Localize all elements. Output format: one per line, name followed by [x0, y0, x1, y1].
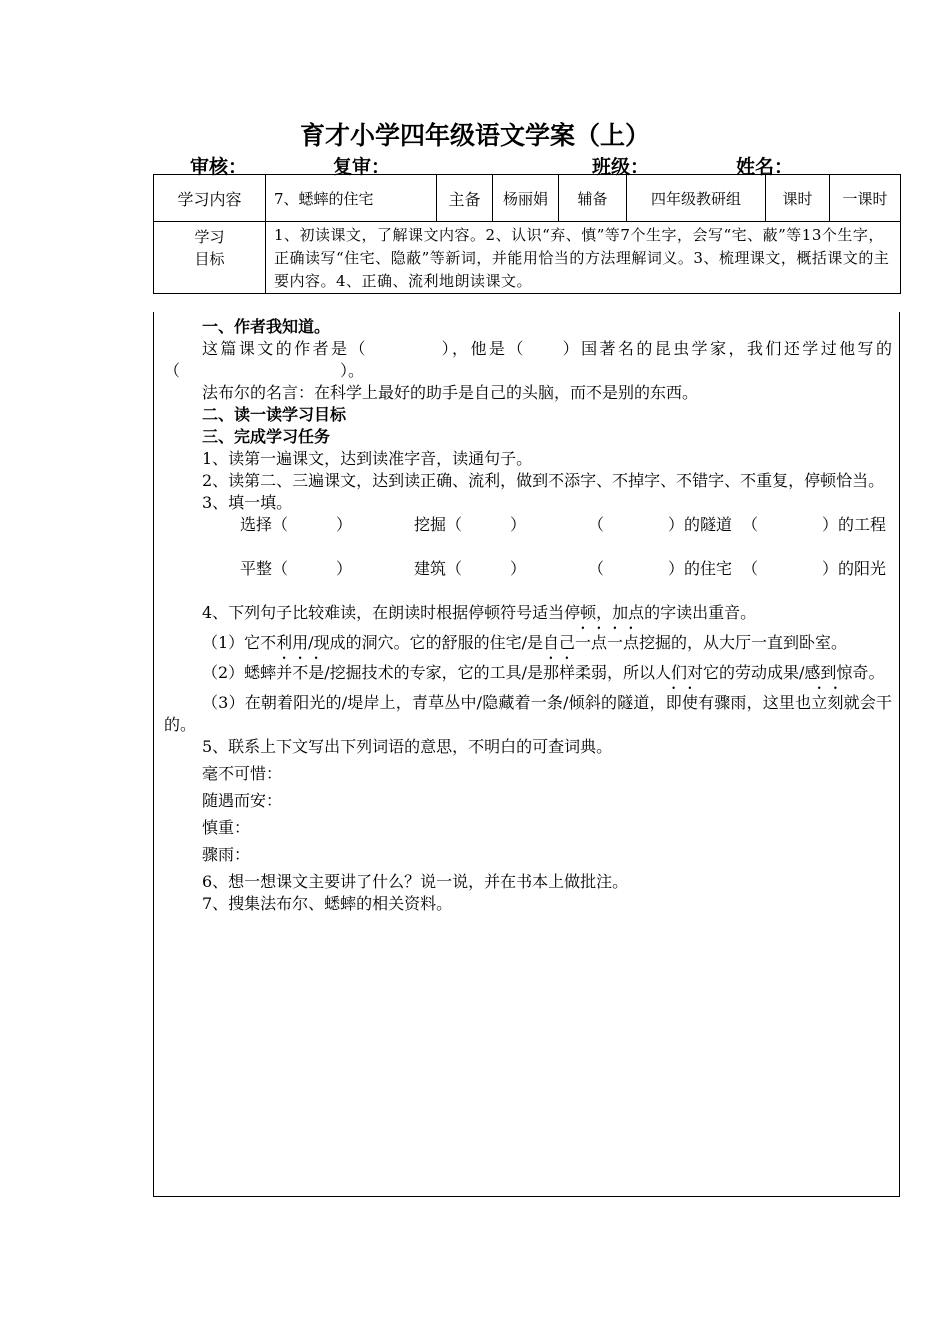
name-label: 姓名： [736, 156, 794, 178]
period-label: 课时 [766, 175, 830, 222]
word-4: 骤雨： [202, 845, 251, 864]
task-1: 1、读第一遍课文，达到读准字音，读通句子。 [202, 449, 533, 468]
fill-item: （ ）的住宅 [588, 559, 733, 578]
word-2: 随遇而安： [202, 791, 283, 810]
fill-item: （ ）的工程 [742, 515, 887, 534]
stressed-text: 那样 [543, 663, 576, 682]
fill-item: 平整（ ） [240, 559, 353, 578]
content-box [153, 312, 900, 1197]
task-4: 4、下列句子比较难读，在朗读时根据停顿符号适当停顿，加点的字读出重音。 [202, 603, 757, 622]
fabre-quote: 法布尔的名言：在科学上最好的助手是自己的头脑，而不是别的东西。 [202, 383, 699, 402]
fill-item: 挖掘（ ） [414, 515, 527, 534]
sentence-text: （3）在朝着阳光的/堤岸上，青草丛中/隐藏着一条/倾斜的隧道， [202, 693, 666, 712]
page-title: 育才小学四年级语文学案（上） [299, 121, 650, 150]
lead-preparer-cell: 杨丽娟 [493, 175, 559, 222]
author-question: 这篇课文的作者是（ ），他是（ ）国著名的昆虫学家，我们还学过他写的（ ）。 [164, 339, 892, 380]
sentence-1 [164, 624, 892, 654]
period-cell: 一课时 [830, 175, 901, 222]
sentence-3 [164, 684, 892, 736]
class-label: 班级： [592, 156, 650, 178]
word-3: 慎重： [202, 818, 251, 837]
worksheet-body [164, 316, 892, 915]
task-2: 2、读第二、三遍课文，达到读正确、流利，做到不添字、不掉字、不错字、不重复，停顿恰当。 [202, 471, 885, 490]
word-1: 毫不可惜： [202, 764, 283, 783]
sentence-text: 柔弱，所以人们对它的劳动成果/感到 [575, 663, 837, 682]
fill-item: 建筑（ ） [414, 559, 527, 578]
sentence-text: 挖掘的，从大厅一直到卧室。 [638, 633, 847, 652]
lesson-title-cell: 7、蟋蟀的住宅 [266, 175, 437, 222]
assistant-preparer-label: 辅备 [559, 175, 627, 222]
reviewer-label: 审核： [190, 156, 248, 178]
fill-item: （ ）的阳光 [742, 559, 887, 578]
goal-label-line2: 目标 [194, 250, 225, 268]
fill-row-1 [164, 514, 892, 558]
content-label-cell: 学习内容 [154, 175, 266, 222]
sentence-text: 就会干的。 [164, 693, 892, 734]
info-table [153, 174, 901, 294]
task-6: 6、想一想课文主要讲了什么？说一说，并在书本上做批注。 [202, 872, 629, 891]
sentence-2 [164, 654, 892, 684]
lead-preparer-label: 主备 [437, 175, 493, 222]
assistant-preparer-cell: 四年级教研组 [627, 175, 766, 222]
learning-goals: 1、初读课文，了解课文内容。2、认识“弃、慎”等7个生字，会写“宅、蔽”等13个生字，正确读写“住宅、隐蔽”等新词，并能用恰当的方法理解词义。3、梳理课文，概括课文的主要内容。4、正确、流利地朗读课文。 [266, 222, 901, 294]
task-7: 7、搜集法布尔、蟋蟀的相关资料。 [202, 894, 453, 913]
fill-item: （ ）的隧道 [588, 515, 733, 534]
stressed-text: 即使 [665, 693, 699, 712]
fill-row-2 [164, 558, 892, 602]
goal-label-cell [154, 222, 266, 294]
sentence-text: （2）蟋蟀 [202, 663, 277, 682]
fill-item: 选择（ ） [240, 515, 353, 534]
task-5: 5、联系上下文写出下列词语的意思，不明白的可查词典。 [202, 737, 613, 756]
sentence-text: 有骤雨，这里也 [698, 693, 812, 712]
section-tasks-heading: 三、完成学习任务 [202, 427, 331, 446]
sentence-text: /挖掘技术的专家，它的工具/是 [324, 663, 543, 682]
sentence-text: （1）它不利用/现成的洞穴。它的舒服的住宅/是自己 [202, 633, 575, 652]
sentence-text: 。 [868, 663, 885, 682]
second-reviewer-label: 复审： [333, 156, 391, 178]
goal-label-line1: 学习 [194, 228, 225, 246]
section-author-heading: 一、作者我知道。 [202, 317, 331, 336]
task-3: 3、填一填。 [202, 493, 293, 512]
stressed-text: 立刻 [811, 693, 844, 712]
section-goals-heading: 二、读一读学习目标 [202, 405, 347, 424]
stressed-text: 一点一点 [574, 633, 639, 652]
stressed-text: 并不是 [276, 663, 325, 682]
stressed-text: 惊奇 [836, 663, 869, 682]
